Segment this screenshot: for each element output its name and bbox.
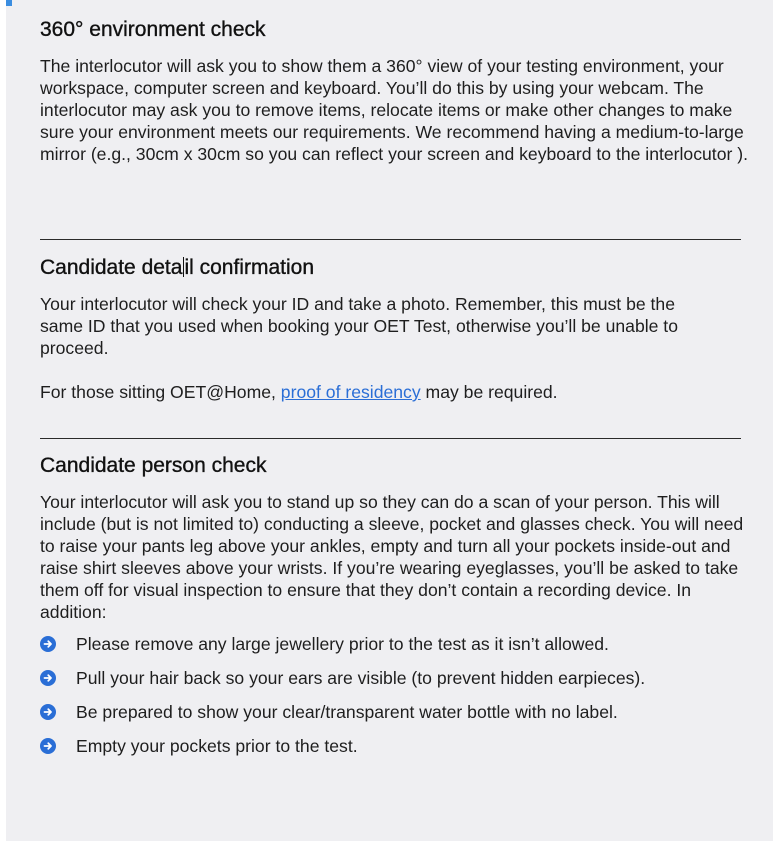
- section-divider: [40, 239, 741, 240]
- section-body-person-check: Your interlocutor will ask you to stand up so they can do a scan of your person. This will include (but is not limited to) conducting a sleeve, pocket and glasses check. You will need to raise your pants leg above your ankles, empty and turn all your pockets inside-out and raise shirt sleeves above your wrists. If you’re wearing eyeglasses, you’ll be asked to take them off for visual inspection to ensure that they don’t contain a recording device. In addition:: [40, 492, 744, 622]
- arrow-right-circle-icon: [40, 738, 56, 754]
- arrow-right-circle-icon: [40, 704, 56, 720]
- section-title-person-check: Candidate person check: [40, 454, 267, 477]
- requirements-list: [40, 633, 750, 757]
- list-item-text: Please remove any large jewellery prior to the test as it isn’t allowed.: [76, 634, 609, 654]
- section-candidate-detail: [40, 255, 750, 403]
- list-item: [40, 667, 750, 689]
- title-part-2: il confirmation: [184, 256, 315, 279]
- section-title-environment: 360° environment check: [40, 18, 266, 41]
- list-item-text: Pull your hair back so your ears are visible (to prevent hidden earpieces).: [76, 668, 646, 688]
- residency-suffix: may be required.: [420, 382, 558, 402]
- list-item-text: Empty your pockets prior to the test.: [76, 736, 358, 756]
- title-part-1: Candidate deta: [40, 256, 183, 279]
- section-person-check: [40, 453, 750, 769]
- section-title-candidate-detail: [40, 255, 750, 281]
- section-environment-check: [40, 17, 750, 165]
- list-item: [40, 735, 750, 757]
- proof-of-residency-link[interactable]: proof of residency: [280, 382, 421, 402]
- section-divider: [40, 438, 741, 439]
- section-body-candidate-detail: Your interlocutor will check your ID and take a photo. Remember, this must be the same ID that you used when booking your OET Test, otherwise you’ll be unable to proceed.: [40, 294, 678, 358]
- residency-note: [40, 381, 750, 403]
- arrow-right-circle-icon: [40, 670, 56, 686]
- content-panel: [6, 0, 773, 841]
- list-item: [40, 633, 750, 655]
- residency-prefix: For those sitting OET@Home,: [40, 382, 281, 402]
- accent-edge: [6, 0, 12, 6]
- section-body-environment: The interlocutor will ask you to show them a 360° view of your testing environment, your workspace, computer screen and keyboard. You’ll do this by using your webcam. The interlocutor may ask you to remove items, relocate items or make other changes to make sure your environment meets our requirements. We recommend having a medium-to-large mirror (e.g., 30cm x 30cm so you can reflect your screen and keyboard to the interlocutor ).: [40, 56, 748, 164]
- list-item: [40, 701, 750, 723]
- list-item-text: Be prepared to show your clear/transparent water bottle with no label.: [76, 702, 618, 722]
- arrow-right-circle-icon: [40, 636, 56, 652]
